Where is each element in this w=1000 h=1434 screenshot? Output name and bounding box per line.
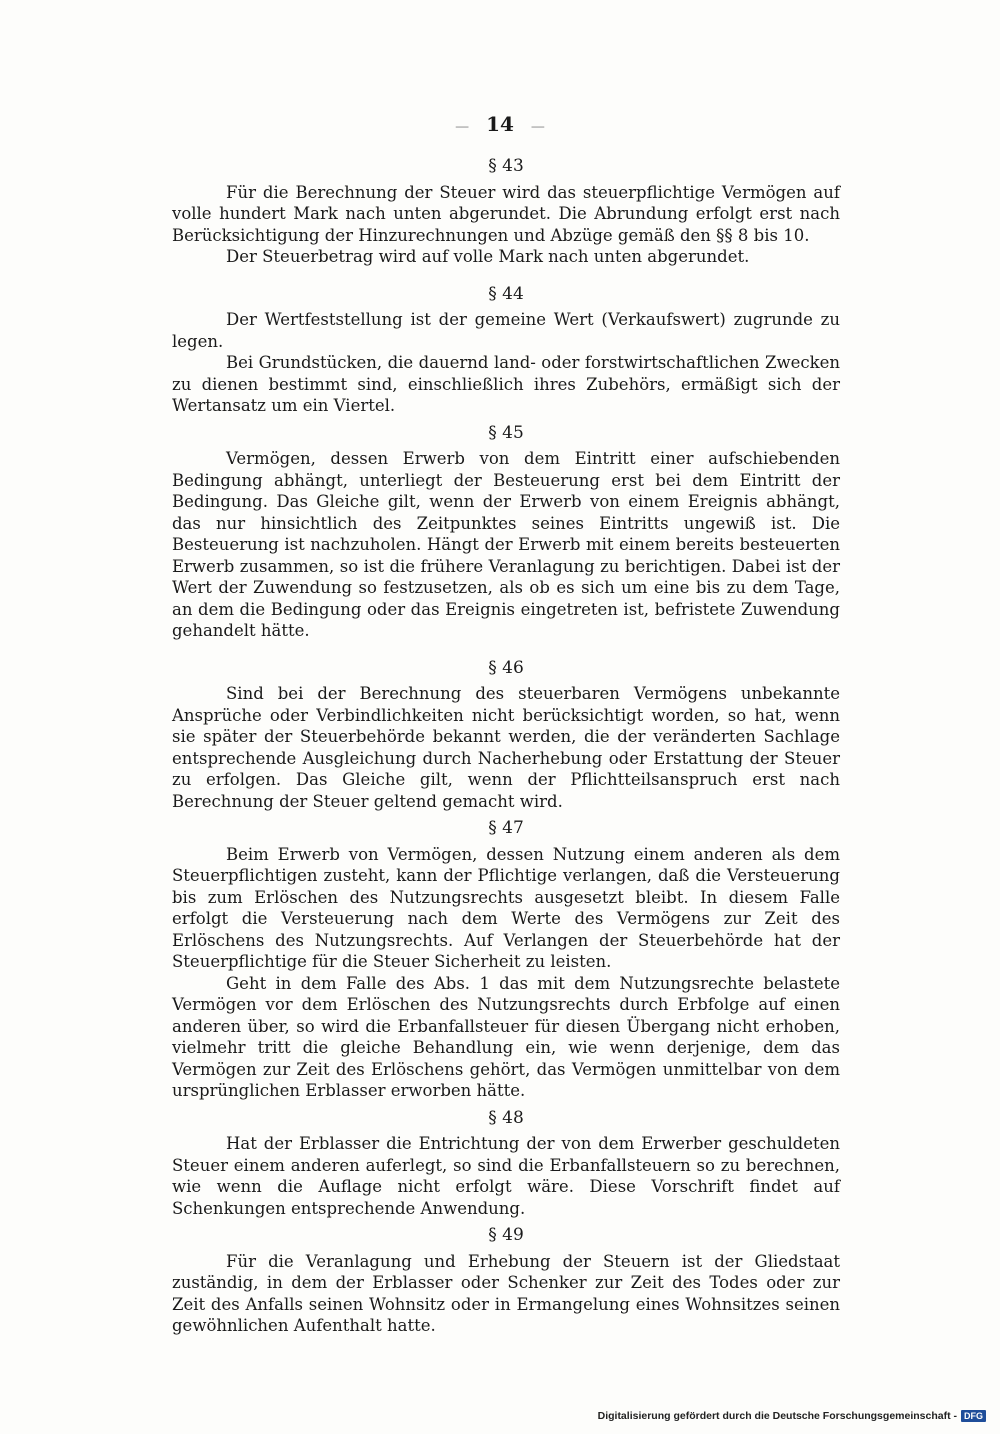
section-48 (172, 1108, 840, 1220)
paragraph: Bei Grundstücken, die dauernd land- oder forstwirtschaftlichen Zwecken zu dienen bestimmt sind, einschließlich ihres Zubehörs, ermäßigt sich der Wertansatz um ein Viertel. (172, 353, 840, 415)
footer-text: Digitalisierung gefördert durch die Deutsche Forschungsgemeinschaft - (597, 1410, 957, 1422)
paragraph: Beim Erwerb von Vermögen, dessen Nutzung einem anderen als dem Steuerpflichtigen zusteht, kann der Pflichtige verlangen, daß die Versteuerung bis zum Erlöschen des Nutzungsrechts ausgesetzt bleibt. In diesem Falle erfolgt die Versteuerung nach dem Werte des Vermögens zur Zeit des Erlöschens des Nutzungsrechts. Auf Verlangen der Steuerbehörde hat der Steuerpflichtige für die Steuer Sicherheit zu leisten. (172, 844, 840, 971)
paragraph: Hat der Erblasser die Entrichtung der von dem Erwerber geschuldeten Steuer einem anderen auferlegt, so sind die Erbanfallsteuern so zu berechnen, wie wenn die Auflage nicht erfolgt wäre. Diese Vorschrift findet auf Schenkungen entsprechende Anwendung. (172, 1134, 840, 1218)
section-46 (172, 658, 840, 813)
section-heading: § 47 (488, 818, 524, 838)
paragraph: Der Wertfeststellung ist der gemeine Wert (Verkaufswert) zugrunde zu legen. (172, 310, 840, 351)
section-heading: § 48 (488, 1107, 524, 1128)
paragraph: Der Steuerbetrag wird auf volle Mark nach unten abgerundet. (226, 247, 750, 266)
section-heading: § 49 (488, 1225, 524, 1245)
section-heading: § 46 (488, 657, 524, 678)
paragraph: Sind bei der Berechnung des steuerbaren Vermögens unbekannte Ansprüche oder Verbindlichkeiten nicht berücksichtigt worden, so hat, wenn sie später der Steuerbehörde bekannt werden, die der veränderten Sachlage entsprechende Ausgleichung durch Nacherhebung oder Erstattung der Steuer zu erfolgen. Das Gleiche gilt, wenn der Pflichtteilsanspruch erst nach Berechnung der Steuer geltend gemacht wird. (172, 684, 840, 811)
section-49 (172, 1225, 840, 1337)
dfg-logo: DFG (961, 1410, 986, 1422)
page-number: 14 (486, 112, 514, 136)
section-45 (172, 423, 840, 642)
paragraph: Für die Veranlagung und Erhebung der Steuern ist der Gliedstaat zuständig, in dem der Erblasser oder Schenker zur Zeit des Todes oder zur Zeit des Anfalls seinen Wohnsitz oder in Ermangelung eines Wohnsitzes seinen gewöhnlichen Aufenthalt hatte. (172, 1251, 840, 1335)
dash-left: — (455, 119, 470, 135)
section-44 (172, 284, 840, 417)
section-47 (172, 818, 840, 1102)
paragraph: Vermögen, dessen Erwerb von dem Eintritt einer aufschiebenden Bedingung abhängt, unterliegt der Besteuerung erst bei dem Eintritt der Bedingung. Das Gleiche gilt, wenn der Erwerb von einem Ereignis abhängt, das nur hinsichtlich des Zeitpunktes seines Eintritts ungewiß ist. Die Besteuerung ist nachzuholen. Hängt der Erwerb mit einem bereits besteuerten Erwerb zusammen, so ist die frühere Veranlagung zu berichtigen. Dabei ist der Wert der Zuwendung so festzusetzen, als ob es sich um eine bis zu dem Tage, an dem die Bedingung oder das Ereignis eingetreten ist, befristete Zuwendung gehandelt hätte. (172, 449, 840, 640)
document-body (172, 150, 840, 1337)
paragraph: Geht in dem Falle des Abs. 1 das mit dem Nutzungsrechte belastete Vermögen vor dem Erlöschen des Nutzungsrechts durch Erbfolge auf einen anderen über, so wird die Erbanfallsteuer für diesen Übergang nicht erhoben, vielmehr tritt die gleiche Behandlung ein, wie wenn derjenige, dem das Vermögen zur Zeit des Erlöschens gehört, das Vermögen unmittelbar von dem ursprünglichen Erblasser erworben hätte. (172, 973, 840, 1100)
digitization-footer (598, 1410, 986, 1422)
paragraph: Für die Berechnung der Steuer wird das steuerpflichtige Vermögen auf volle hundert Mark nach unten abgerundet. Die Abrundung erfolgt erst nach Berücksichtigung der Hinzurechnungen und Abzüge gemäß den §§ 8 bis 10. (172, 182, 840, 245)
section-43 (172, 156, 840, 268)
page-number-line (0, 112, 1000, 136)
section-heading: § 44 (488, 283, 524, 304)
section-heading: § 45 (488, 422, 524, 443)
dash-right: — (530, 119, 545, 135)
section-heading: § 43 (488, 156, 524, 176)
